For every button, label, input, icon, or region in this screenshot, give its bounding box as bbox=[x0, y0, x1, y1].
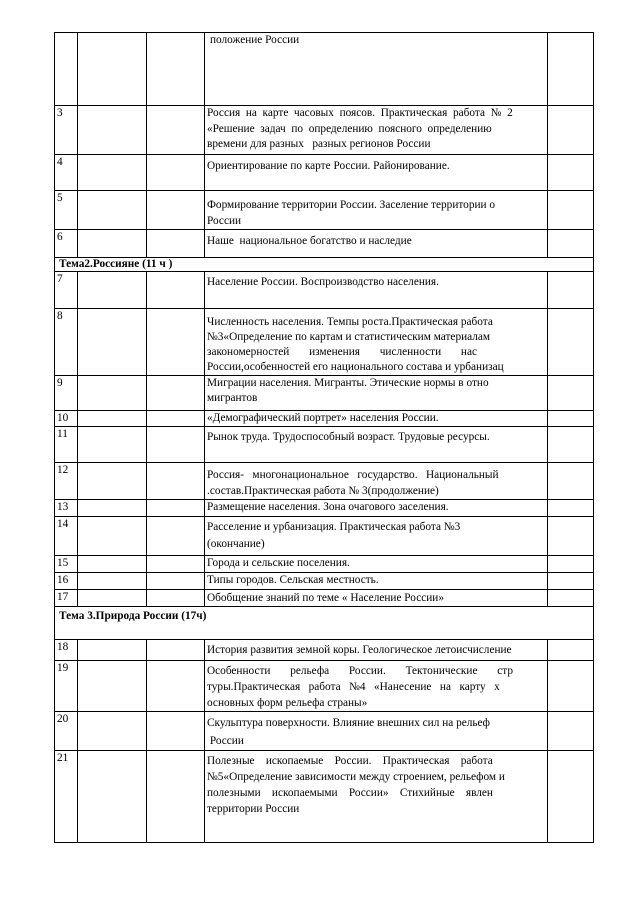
topic-line: России bbox=[207, 735, 244, 747]
topic-line: «Демографический портрет» населения России. bbox=[207, 412, 439, 424]
date-fact-cell bbox=[147, 309, 205, 376]
date-plan-cell bbox=[78, 463, 147, 500]
date-fact-cell bbox=[147, 106, 205, 155]
lesson-topic-cell bbox=[205, 411, 548, 427]
date-fact-cell bbox=[147, 272, 205, 309]
table-row bbox=[55, 309, 594, 376]
topic-line: туры.Практическая работа №4 «Нанесение на карту х bbox=[207, 681, 500, 693]
lesson-number: 14 bbox=[55, 517, 78, 556]
lesson-topic-cell bbox=[205, 376, 548, 411]
topic-line: Размещение населения. Зона очагового заселения. bbox=[207, 501, 449, 513]
lesson-number: 6 bbox=[55, 230, 78, 258]
topic-line: №3«Определение по картам и статистическим материалам bbox=[207, 331, 491, 343]
section-row bbox=[55, 258, 594, 272]
number-cell bbox=[55, 33, 78, 106]
topic-line: положение России bbox=[210, 34, 300, 46]
date-plan-cell bbox=[78, 309, 147, 376]
topic-line: №5«Определение зависимости между строением, рельефом и bbox=[207, 771, 505, 783]
date-plan-cell bbox=[78, 230, 147, 258]
lesson-topic-cell bbox=[205, 661, 548, 712]
lesson-topic-cell bbox=[205, 427, 548, 463]
notes-cell bbox=[548, 155, 594, 191]
date-plan-cell bbox=[78, 517, 147, 556]
topic-line: (окончание) bbox=[207, 538, 265, 550]
lesson-topic-cell bbox=[205, 751, 548, 843]
date-fact-cell bbox=[147, 376, 205, 411]
lesson-number: 8 bbox=[55, 309, 78, 376]
table-row bbox=[55, 556, 594, 573]
topic-line: «Решение задач по определению поясного определению bbox=[207, 123, 492, 135]
topic-line: Особенности рельефа России. Тектонические стр bbox=[207, 665, 513, 677]
lesson-topic-cell bbox=[205, 191, 548, 230]
notes-cell bbox=[548, 272, 594, 309]
table-row bbox=[55, 517, 594, 556]
date-fact-cell bbox=[147, 517, 205, 556]
notes-cell bbox=[548, 661, 594, 712]
date-plan-cell bbox=[78, 556, 147, 573]
lesson-topic-cell bbox=[205, 309, 548, 376]
table-row bbox=[55, 463, 594, 500]
table-row bbox=[55, 712, 594, 751]
topic-line: России,особенностей его национального состава и урбанизац bbox=[207, 361, 504, 373]
topic-line: Население России. Воспроизводство населения. bbox=[207, 276, 439, 288]
date-fact-cell bbox=[147, 712, 205, 751]
topic-line: Города и сельские поселения. bbox=[207, 557, 350, 569]
date-plan-cell bbox=[78, 640, 147, 661]
notes-cell bbox=[548, 191, 594, 230]
lesson-number: 4 bbox=[55, 155, 78, 191]
notes-cell bbox=[548, 106, 594, 155]
date-plan-cell bbox=[78, 106, 147, 155]
topic-line: Полезные ископаемые России. Практическая работа bbox=[207, 755, 493, 767]
lesson-topic-cell bbox=[205, 573, 548, 590]
lesson-plan-table bbox=[54, 32, 594, 843]
date-plan-cell bbox=[78, 411, 147, 427]
date-plan-cell bbox=[78, 427, 147, 463]
table-row bbox=[55, 106, 594, 155]
notes-cell bbox=[548, 640, 594, 661]
date-plan-cell bbox=[78, 712, 147, 751]
topic-line: Численность населения. Темпы роста.Практическая работа bbox=[207, 316, 493, 328]
table-row bbox=[55, 376, 594, 411]
date-fact-cell bbox=[147, 463, 205, 500]
lesson-topic-cell bbox=[205, 106, 548, 155]
date-plan-cell bbox=[78, 500, 147, 517]
date-plan-cell bbox=[78, 661, 147, 712]
lesson-topic-cell bbox=[205, 33, 548, 106]
table-row bbox=[55, 230, 594, 258]
notes-cell bbox=[548, 573, 594, 590]
date-plan-cell bbox=[78, 376, 147, 411]
table-row bbox=[55, 661, 594, 712]
lesson-topic-cell bbox=[205, 640, 548, 661]
lesson-number: 17 bbox=[55, 590, 78, 607]
notes-cell bbox=[548, 376, 594, 411]
topic-line: Россия- многонациональное государство. Национальный bbox=[207, 469, 499, 481]
date-fact-cell bbox=[147, 500, 205, 517]
table-row bbox=[55, 411, 594, 427]
date-fact-cell bbox=[147, 33, 205, 106]
notes-cell bbox=[548, 712, 594, 751]
lesson-topic-cell bbox=[205, 272, 548, 309]
topic-line: территории России bbox=[207, 803, 300, 815]
date-fact-cell bbox=[147, 661, 205, 712]
lesson-number: 13 bbox=[55, 500, 78, 517]
lesson-topic-cell bbox=[205, 556, 548, 573]
notes-cell bbox=[548, 411, 594, 427]
topic-line: Типы городов. Сельская местность. bbox=[207, 574, 379, 586]
lesson-number: 3 bbox=[55, 106, 78, 155]
lesson-number: 10 bbox=[55, 411, 78, 427]
section-title: Тема 3.Природа России (17ч) bbox=[55, 607, 594, 640]
date-fact-cell bbox=[147, 556, 205, 573]
lesson-topic-cell bbox=[205, 517, 548, 556]
date-plan-cell bbox=[78, 590, 147, 607]
date-plan-cell bbox=[78, 272, 147, 309]
section-row bbox=[55, 607, 594, 640]
topic-line: Ориентирование по карте России. Районирование. bbox=[207, 160, 450, 172]
lesson-number: 16 bbox=[55, 573, 78, 590]
date-plan-cell bbox=[78, 155, 147, 191]
date-fact-cell bbox=[147, 155, 205, 191]
lesson-topic-cell bbox=[205, 500, 548, 517]
notes-cell bbox=[548, 500, 594, 517]
notes-cell bbox=[548, 463, 594, 500]
date-fact-cell bbox=[147, 191, 205, 230]
topic-line: полезными ископаемыми России» Стихийные явлен bbox=[207, 787, 493, 799]
notes-cell bbox=[548, 230, 594, 258]
table-row bbox=[55, 573, 594, 590]
topic-line: Обобщение знаний по теме « Население России» bbox=[207, 592, 444, 604]
table-row bbox=[55, 191, 594, 230]
date-plan-cell bbox=[78, 751, 147, 843]
date-fact-cell bbox=[147, 590, 205, 607]
notes-cell bbox=[548, 33, 594, 106]
topic-line: Формирование территории России. Заселение территории о bbox=[207, 199, 496, 211]
date-fact-cell bbox=[147, 640, 205, 661]
lesson-number: 11 bbox=[55, 427, 78, 463]
lesson-number: 15 bbox=[55, 556, 78, 573]
table-row bbox=[55, 272, 594, 309]
topic-line: основных форм рельефа страны» bbox=[207, 697, 368, 709]
date-fact-cell bbox=[147, 751, 205, 843]
topic-line: Наше национальное богатство и наследие bbox=[207, 235, 412, 247]
topic-line: .состав.Практическая работа № 3(продолжение) bbox=[207, 485, 439, 497]
notes-cell bbox=[548, 751, 594, 843]
lesson-topic-cell bbox=[205, 712, 548, 751]
notes-cell bbox=[548, 556, 594, 573]
topic-line: Скульптура поверхности. Влияние внешних сил на рельеф bbox=[207, 717, 490, 729]
date-plan-cell bbox=[78, 33, 147, 106]
topic-line: Россия на карте часовых поясов. Практическая работа № 2 bbox=[207, 107, 513, 119]
date-fact-cell bbox=[147, 230, 205, 258]
notes-cell bbox=[548, 590, 594, 607]
lesson-topic-cell bbox=[205, 155, 548, 191]
topic-line: мигрантов bbox=[207, 392, 258, 404]
lesson-topic-cell bbox=[205, 230, 548, 258]
lesson-number: 9 bbox=[55, 376, 78, 411]
lesson-topic-cell bbox=[205, 590, 548, 607]
lesson-number: 12 bbox=[55, 463, 78, 500]
date-fact-cell bbox=[147, 411, 205, 427]
table-row bbox=[55, 751, 594, 843]
topic-line: Миграции населения. Мигранты. Этические нормы в отно bbox=[207, 377, 489, 389]
section-title: Тема2.Россияне (11 ч ) bbox=[55, 258, 594, 272]
table-row bbox=[55, 500, 594, 517]
topic-line: России bbox=[207, 215, 242, 227]
lesson-number: 7 bbox=[55, 272, 78, 309]
topic-line: История развития земной коры. Геологическое летоисчисление bbox=[207, 644, 512, 656]
table-row bbox=[55, 640, 594, 661]
table-row bbox=[55, 33, 594, 106]
lesson-number: 19 bbox=[55, 661, 78, 712]
lesson-number: 18 bbox=[55, 640, 78, 661]
lesson-topic-cell bbox=[205, 463, 548, 500]
notes-cell bbox=[548, 309, 594, 376]
topic-line: Расселение и урбанизация. Практическая работа №3 bbox=[207, 521, 461, 533]
topic-line: времени для разных разных регионов России bbox=[207, 138, 431, 150]
date-plan-cell bbox=[78, 573, 147, 590]
topic-line: Рынок труда. Трудоспособный возраст. Трудовые ресурсы. bbox=[207, 431, 490, 443]
topic-line: закономерностей изменения численности нас bbox=[207, 346, 477, 358]
date-plan-cell bbox=[78, 191, 147, 230]
date-fact-cell bbox=[147, 427, 205, 463]
table-row bbox=[55, 155, 594, 191]
notes-cell bbox=[548, 517, 594, 556]
date-fact-cell bbox=[147, 573, 205, 590]
lesson-number: 20 bbox=[55, 712, 78, 751]
notes-cell bbox=[548, 427, 594, 463]
table-row bbox=[55, 590, 594, 607]
lesson-number: 21 bbox=[55, 751, 78, 843]
lesson-number: 5 bbox=[55, 191, 78, 230]
table-row bbox=[55, 427, 594, 463]
